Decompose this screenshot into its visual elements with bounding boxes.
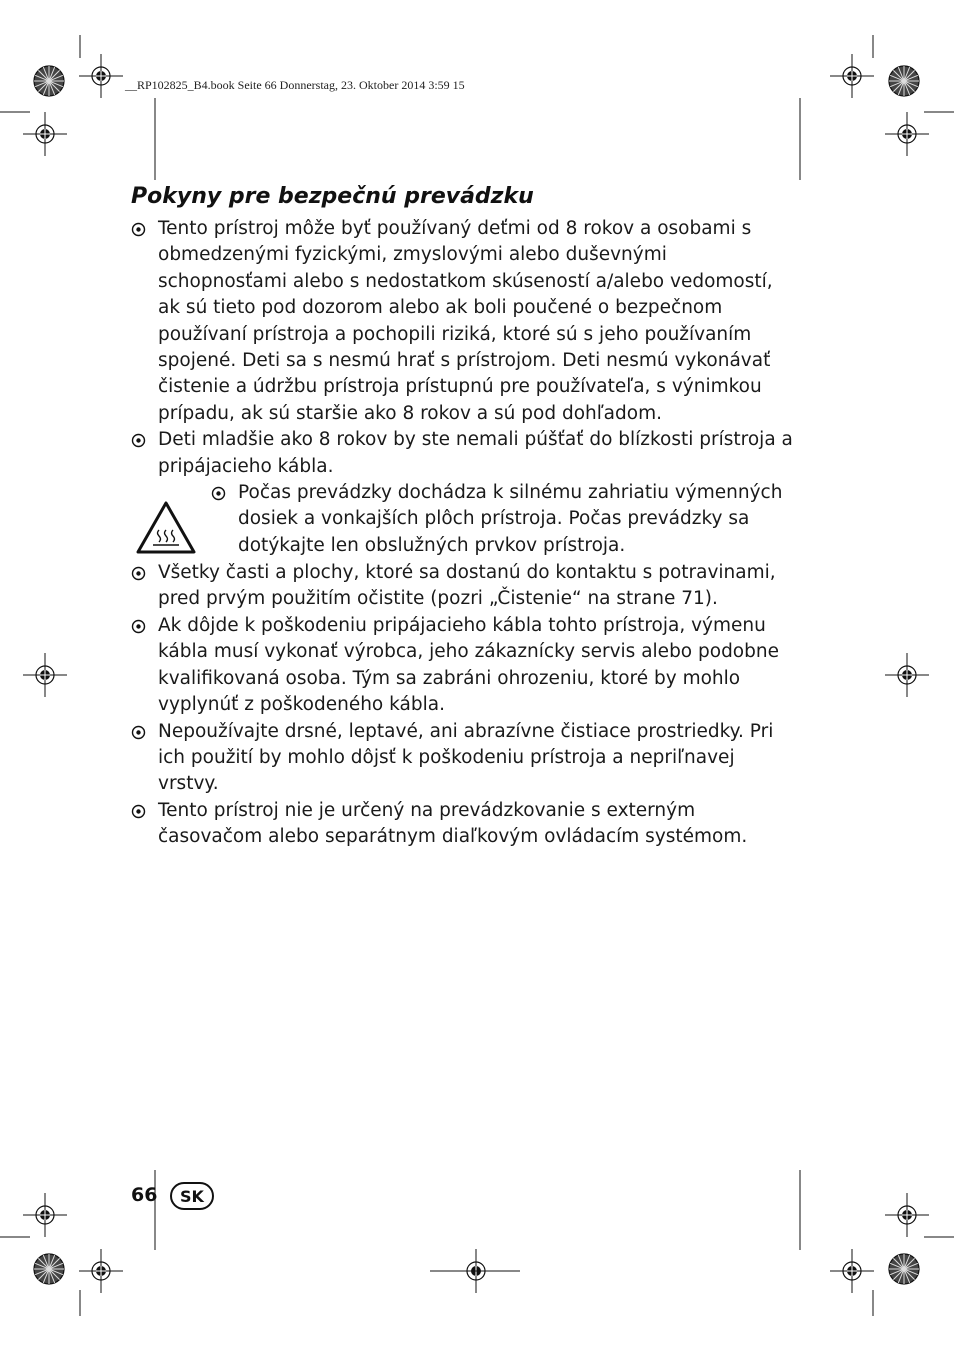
- section-title: Pokyny pre bezpečnú prevádzku: [131, 184, 534, 209]
- registration-mark-left-middle: [23, 653, 67, 697]
- language-badge: SK: [170, 1182, 214, 1210]
- circled-dot-bullet-icon: [131, 222, 146, 237]
- list-item: [131, 798, 799, 851]
- color-target-bottom-right: [889, 1254, 919, 1284]
- registration-mark-right-lower: [885, 1193, 929, 1237]
- list-item-text: Počas prevádzky dochádza k silnému zahriatiu výmenných dosiek a vonkajších plôch prístroja. Počas prevádzky sa dotýkajte len obslužných prvkov prístroja.: [238, 482, 783, 556]
- page-number: 66: [131, 1184, 158, 1206]
- list-item-text: Všetky časti a plochy, ktoré sa dostanú do kontaktu s potravinami, pred prvým použitím očistite (pozri „Čistenie“ na strane 71).: [158, 562, 776, 610]
- registration-mark-top-right: [830, 54, 874, 98]
- registration-mark-top-left: [79, 54, 123, 98]
- list-item: [131, 613, 799, 719]
- list-item-text: Ak dôjde k poškodeniu pripájacieho kábla tohto prístroja, výmenu kábla musí vykonať výrobca, jeho zákaznícky servis alebo podobne kvalifikovaná osoba. Tým sa zabráni ohrozeniu, ktoré by mohlo vyplynúť z poškodeného kábla.: [158, 614, 779, 716]
- registration-mark-left-upper: [23, 112, 67, 156]
- color-target-top-left: [34, 66, 64, 96]
- list-item: [131, 216, 799, 427]
- safety-instructions-list: [131, 216, 799, 851]
- circled-dot-bullet-icon: [131, 804, 146, 819]
- print-file-info: __RP102825_B4.book Seite 66 Donnerstag, 23. Oktober 2014 3:59 15: [125, 78, 465, 92]
- circled-dot-bullet-icon: [131, 619, 146, 634]
- warning-block: [131, 480, 799, 560]
- registration-mark-bottom-left: [79, 1249, 123, 1293]
- list-item-text: Tento prístroj nie je určený na prevádzkovanie s externým časovačom alebo separátnym diaľkovým ovládacím systémom.: [158, 799, 748, 848]
- registration-mark-right-middle: [885, 653, 929, 697]
- registration-mark-bottom-right: [830, 1249, 874, 1293]
- list-item-text: Tento prístroj môže byť používaný deťmi od 8 rokov a osobami s obmedzenými fyzickými, zmyslovými alebo duševnými schopnosťami alebo s nedostatkom skúseností a/alebo vedomostí, ak sú tieto pod dozorom alebo ak boli poučené o bezpečnom používaní prístroja a pochopili riziká, ktoré sú s jeho používaním spojené. Deti sa s nesmú hrať s prístrojom. Deti nesmú vykonávať čistenie a údržbu prístroja prístupnú pre používateľa, s výnimkou prípadu, ak sú staršie ako 8 rokov a sú pod dohľadom.: [158, 218, 773, 424]
- list-item: [131, 719, 799, 798]
- list-item-text: Deti mladšie ako 8 rokov by ste nemali púšťať do blízkosti prístroja a pripájacieho kábla.: [158, 429, 793, 477]
- color-target-bottom-left: [34, 1254, 64, 1284]
- list-item: [131, 560, 799, 613]
- registration-mark-right-upper: [885, 112, 929, 156]
- list-item: [211, 480, 799, 559]
- registration-mark-left-lower: [23, 1193, 67, 1237]
- color-target-top-right: [889, 66, 919, 96]
- hot-surface-warning-icon: [135, 500, 197, 556]
- circled-dot-bullet-icon: [211, 486, 226, 501]
- circled-dot-bullet-icon: [131, 566, 146, 581]
- list-item: [131, 427, 799, 480]
- list-item-text: Nepoužívajte drsné, leptavé, ani abrazívne čistiace prostriedky. Pri ich použití by mohlo dôjsť k poškodeniu prístroja a nepriľnavej vrstvy.: [158, 720, 774, 795]
- circled-dot-bullet-icon: [131, 433, 146, 448]
- circled-dot-bullet-icon: [131, 725, 146, 740]
